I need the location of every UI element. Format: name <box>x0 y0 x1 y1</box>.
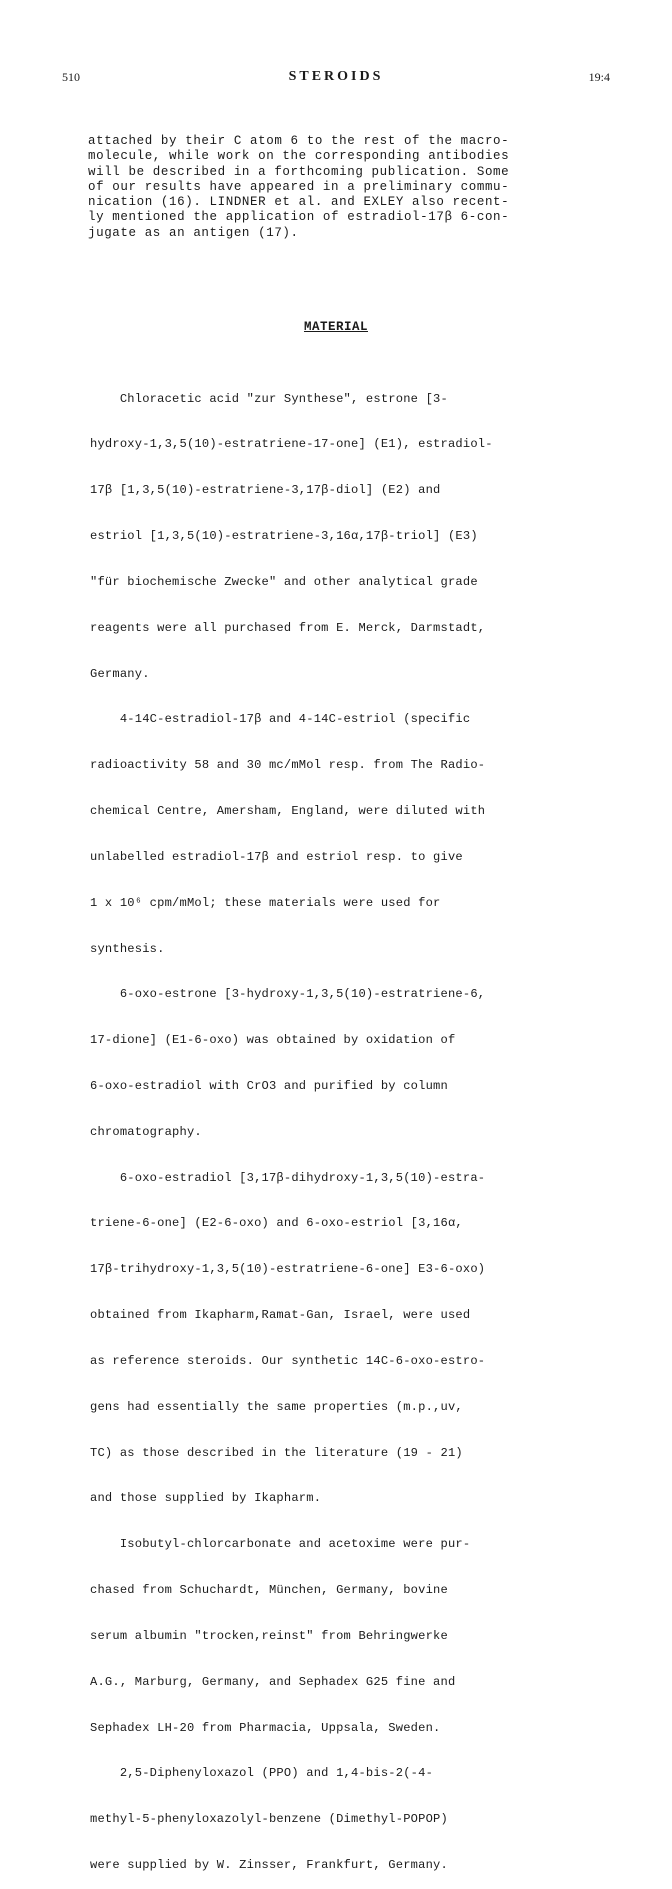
text-line: 17-dione] (E1-6-oxo) was obtained by oxidation of <box>90 1033 456 1048</box>
text-line: serum albumin "trocken,reinst" from Behringwerke <box>90 1628 448 1643</box>
text-line: molecule, while work on the corresponding antibodies <box>88 149 510 164</box>
text-line: of our results have appeared in a preliminary commu- <box>88 179 510 194</box>
journal-title: STEROIDS <box>288 69 384 84</box>
text-line: Isobutyl-chlorcarbonate and acetoxime were pur- <box>90 1537 471 1552</box>
text-line: and those supplied by Ikapharm. <box>90 1491 322 1506</box>
text-line: 6-oxo-estradiol [3,17β-dihydroxy-1,3,5(10)-estra- <box>90 1170 486 1185</box>
text-line: Chloracetic acid "zur Synthese", estrone [3- <box>90 391 448 406</box>
text-line: attached by their C atom 6 to the rest of the macro- <box>88 134 510 148</box>
text-line: 17β-trihydroxy-1,3,5(10)-estratriene-6-one] E3-6-oxo) <box>90 1262 486 1277</box>
text-line: chased from Schuchardt, München, Germany, bovine <box>90 1583 448 1598</box>
text-line: estriol [1,3,5(10)-estratriene-3,16α,17β-triol] (E3) <box>90 529 478 544</box>
text-line: reagents were all purchased from E. Merck, Darmstadt, <box>90 620 486 635</box>
intro-paragraph <box>88 130 548 240</box>
text-line: 4-14C-estradiol-17β and 4-14C-estriol (specific <box>90 712 471 727</box>
text-line: methyl-5-phenyloxazolyl-benzene (Dimethyl-POPOP) <box>90 1812 448 1827</box>
text-line: 6-oxo-estrone [3-hydroxy-1,3,5(10)-estratriene-6, <box>90 987 486 1002</box>
text-line: synthesis. <box>90 941 165 956</box>
text-line: "für biochemische Zwecke" and other analytical grade <box>90 574 478 589</box>
text-line: Germany. <box>90 666 150 681</box>
text-line: 6-oxo-estradiol with CrO3 and purified by column <box>90 1078 448 1093</box>
page-header <box>0 70 672 90</box>
text-line: radioactivity 58 and 30 mc/mMol resp. from The Radio- <box>90 758 486 773</box>
text-line: hydroxy-1,3,5(10)-estratriene-17-one] (E1), estradiol- <box>90 437 493 452</box>
text-line: triene-6-one] (E2-6-oxo) and 6-oxo-estriol [3,16α, <box>90 1216 463 1231</box>
section-heading: MATERIAL <box>303 320 368 334</box>
text-line: ly mentioned the application of estradiol-17β 6-con- <box>88 210 510 225</box>
text-line: Sephadex LH-20 from Pharmacia, Uppsala, Sweden. <box>90 1720 441 1735</box>
text-line: A.G., Marburg, Germany, and Sephadex G25 fine and <box>90 1674 456 1689</box>
text-line: TC) as those described in the literature (19 - 21) <box>90 1445 463 1460</box>
material-section-body <box>90 361 570 1889</box>
text-line: gens had essentially the same properties (m.p.,uv, <box>90 1399 463 1414</box>
text-line: unlabelled estradiol-17β and estriol resp. to give <box>90 849 463 864</box>
text-line: obtained from Ikapharm,Ramat-Gan, Israel, were used <box>90 1308 471 1323</box>
text-line: chemical Centre, Amersham, England, were diluted with <box>90 804 486 819</box>
text-line: 2,5-Diphenyloxazol (PPO) and 1,4-bis-2(-4- <box>90 1766 434 1781</box>
text-line: will be described in a forthcoming publication. Some <box>88 164 510 179</box>
volume-issue: 19:4 <box>588 70 610 84</box>
text-line: nication (16). LINDNER et al. and EXLEY also recent- <box>88 195 510 210</box>
text-line: chromatography. <box>90 1124 202 1139</box>
text-line: as reference steroids. Our synthetic 14C-6-oxo-estro- <box>90 1353 486 1368</box>
text-line: 17β [1,3,5(10)-estratriene-3,17β-diol] (E2) and <box>90 483 441 498</box>
text-line: 1 x 10⁶ cpm/mMol; these materials were used for <box>90 895 441 910</box>
text-line: were supplied by W. Zinsser, Frankfurt, Germany. <box>90 1858 448 1873</box>
text-line: jugate as an antigen (17). <box>88 225 299 240</box>
page-number: 510 <box>62 70 80 84</box>
